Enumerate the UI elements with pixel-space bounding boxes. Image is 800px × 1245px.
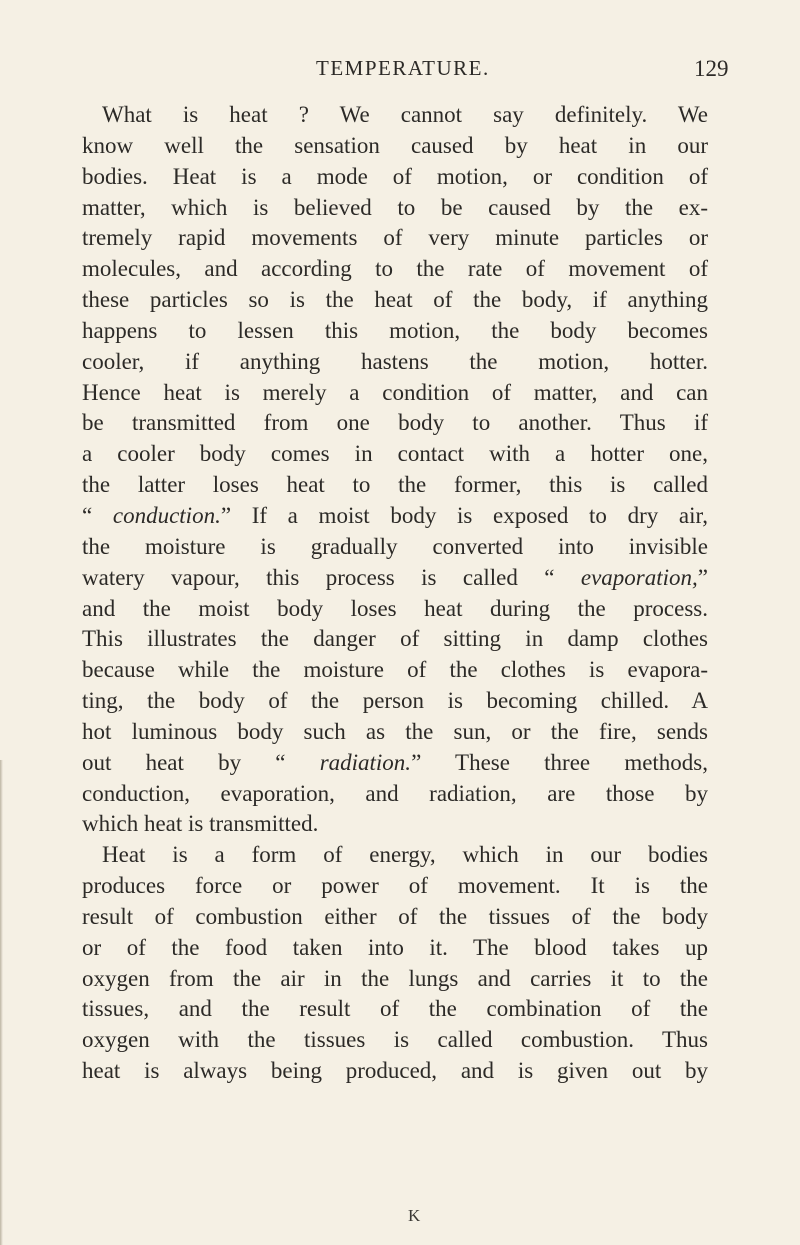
page-number: 129 (694, 56, 729, 81)
text-span: ” If a moist body is exposed to dry air, (220, 502, 708, 528)
text-line: happens to lessen this motion, the body becomes (82, 317, 708, 343)
text-span: ” (697, 564, 708, 590)
text-line: hot luminous body such as the sun, or the fire, sends (82, 718, 708, 744)
text-line: oxygen with the tissues is called combustion. Thus (82, 1027, 708, 1053)
text-line (82, 501, 708, 532)
italic-term: conduction. (112, 502, 221, 528)
text-line: and the moist body loses heat during the process. (82, 595, 708, 621)
text-line: tissues, and the result of the combination of the (82, 996, 708, 1022)
text-line: What is heat ? We cannot say definitely. We (102, 102, 708, 127)
signature-mark: K (408, 1206, 421, 1225)
text-span: ” These three methods, (411, 749, 709, 775)
text-span: out heat by “ (82, 749, 320, 775)
page-edge-shadow (0, 760, 3, 1245)
text-line: This illustrates the danger of sitting in damp clothes (82, 626, 708, 652)
text-span: “ (82, 502, 113, 528)
text-line: tremely rapid movements of very minute particles or (82, 225, 708, 251)
text-line: produces force or power of movement. It is the (82, 873, 708, 899)
italic-term: evaporation, (580, 564, 698, 590)
text-line: bodies. Heat is a mode of motion, or condition of (82, 163, 708, 189)
text-line: Hence heat is merely a condition of matter, and can (82, 379, 708, 405)
text-line: know well the sensation caused by heat in our (82, 132, 708, 158)
text-line: heat is always being produced, and is given out by (82, 1058, 708, 1084)
text-line: cooler, if anything hastens the motion, hotter. (82, 348, 708, 374)
text-line: conduction, evaporation, and radiation, are those by (82, 780, 708, 806)
italic-term: radiation. (319, 749, 412, 775)
text-line: ting, the body of the person is becoming chilled. A (82, 688, 708, 714)
body-text (82, 100, 708, 1087)
text-line: oxygen from the air in the lungs and carries it to the (82, 965, 708, 991)
text-line: these particles so is the heat of the body, if anything (82, 287, 708, 313)
text-line: which heat is transmitted. (82, 811, 319, 837)
running-title: TEMPERATURE. (316, 56, 490, 80)
text-line: Heat is a form of energy, which in our bodies (102, 842, 708, 868)
text-line (82, 748, 708, 779)
running-head (0, 56, 800, 88)
text-span: watery vapour, this process is called “ (82, 564, 581, 590)
text-line: because while the moisture of the clothes is evapora- (82, 657, 708, 683)
text-line: molecules, and according to the rate of movement of (82, 256, 708, 282)
text-line: a cooler body comes in contact with a hotter one, (82, 441, 708, 467)
text-line: result of combustion either of the tissues of the body (82, 903, 708, 929)
text-line (82, 563, 708, 594)
text-line: the moisture is gradually converted into invisible (82, 533, 708, 559)
text-line: or of the food taken into it. The blood takes up (82, 934, 708, 960)
text-line: be transmitted from one body to another. Thus if (82, 410, 708, 436)
text-line: matter, which is believed to be caused by the ex- (82, 194, 708, 220)
text-line: the latter loses heat to the former, this is called (82, 472, 708, 498)
